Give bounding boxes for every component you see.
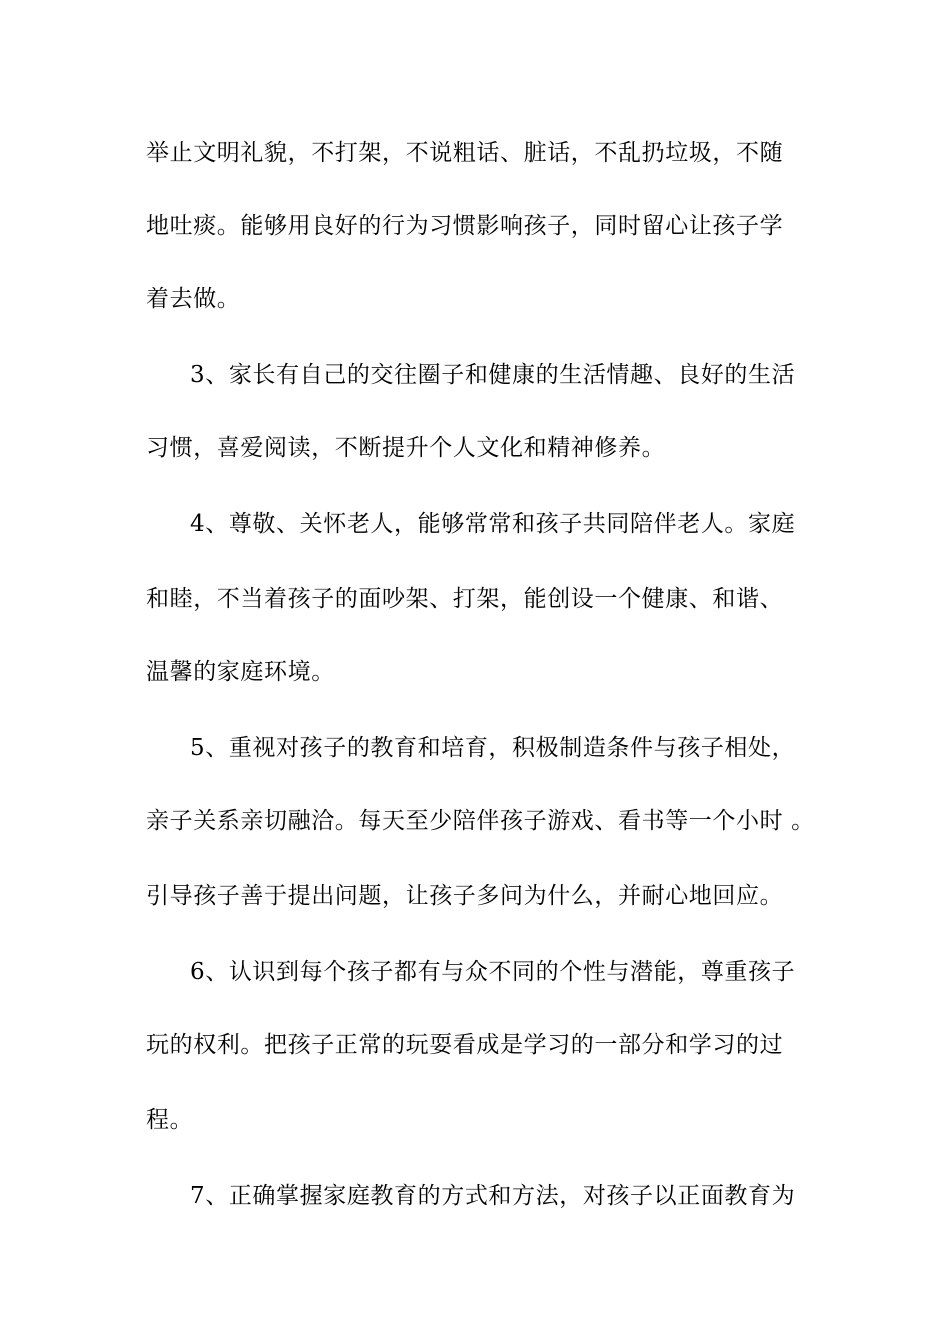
text-line: 和睦，不当着孩子的面吵架、打架，能创设一个健康、和谐、	[146, 586, 784, 612]
text-line: 举止文明礼貌，不打架，不说粗话、脏话，不乱扔垃圾，不随	[146, 140, 784, 166]
text-line: 程。	[146, 1107, 194, 1133]
text-line: 引导孩子善于提出问题，让孩子多问为什么，并耐心地回应。	[146, 883, 784, 909]
paragraph-3-line: 3、家长有自己的交往圈子和健康的生活情趣、良好的生活	[190, 362, 796, 388]
text-line: 亲子关系亲切融洽。每天至少陪伴孩子游戏、看书等一个小时 。	[146, 808, 815, 834]
text-line: 玩的权利。把孩子正常的玩耍看成是学习的一部分和学习的过	[146, 1032, 784, 1058]
text-line: 地吐痰。能够用良好的行为习惯影响孩子，同时留心让孩子学	[146, 213, 784, 239]
text-line: 温馨的家庭环境。	[146, 659, 335, 685]
paragraph-7-line: 7、正确掌握家庭教育的方式和方法，对孩子以正面教育为	[190, 1183, 796, 1209]
paragraph-4-line: 4、尊敬、关怀老人，能够常常和孩子共同陪伴老人。家庭	[190, 511, 796, 537]
text-line: 习惯，喜爱阅读，不断提升个人文化和精神修养。	[146, 435, 666, 461]
text-line: 着去做。	[146, 286, 241, 312]
paragraph-5-line: 5、重视对孩子的教育和培育，积极制造条件与孩子相处，	[190, 735, 796, 761]
paragraph-6-line: 6、认识到每个孩子都有与众不同的个性与潜能，尊重孩子	[190, 959, 796, 985]
